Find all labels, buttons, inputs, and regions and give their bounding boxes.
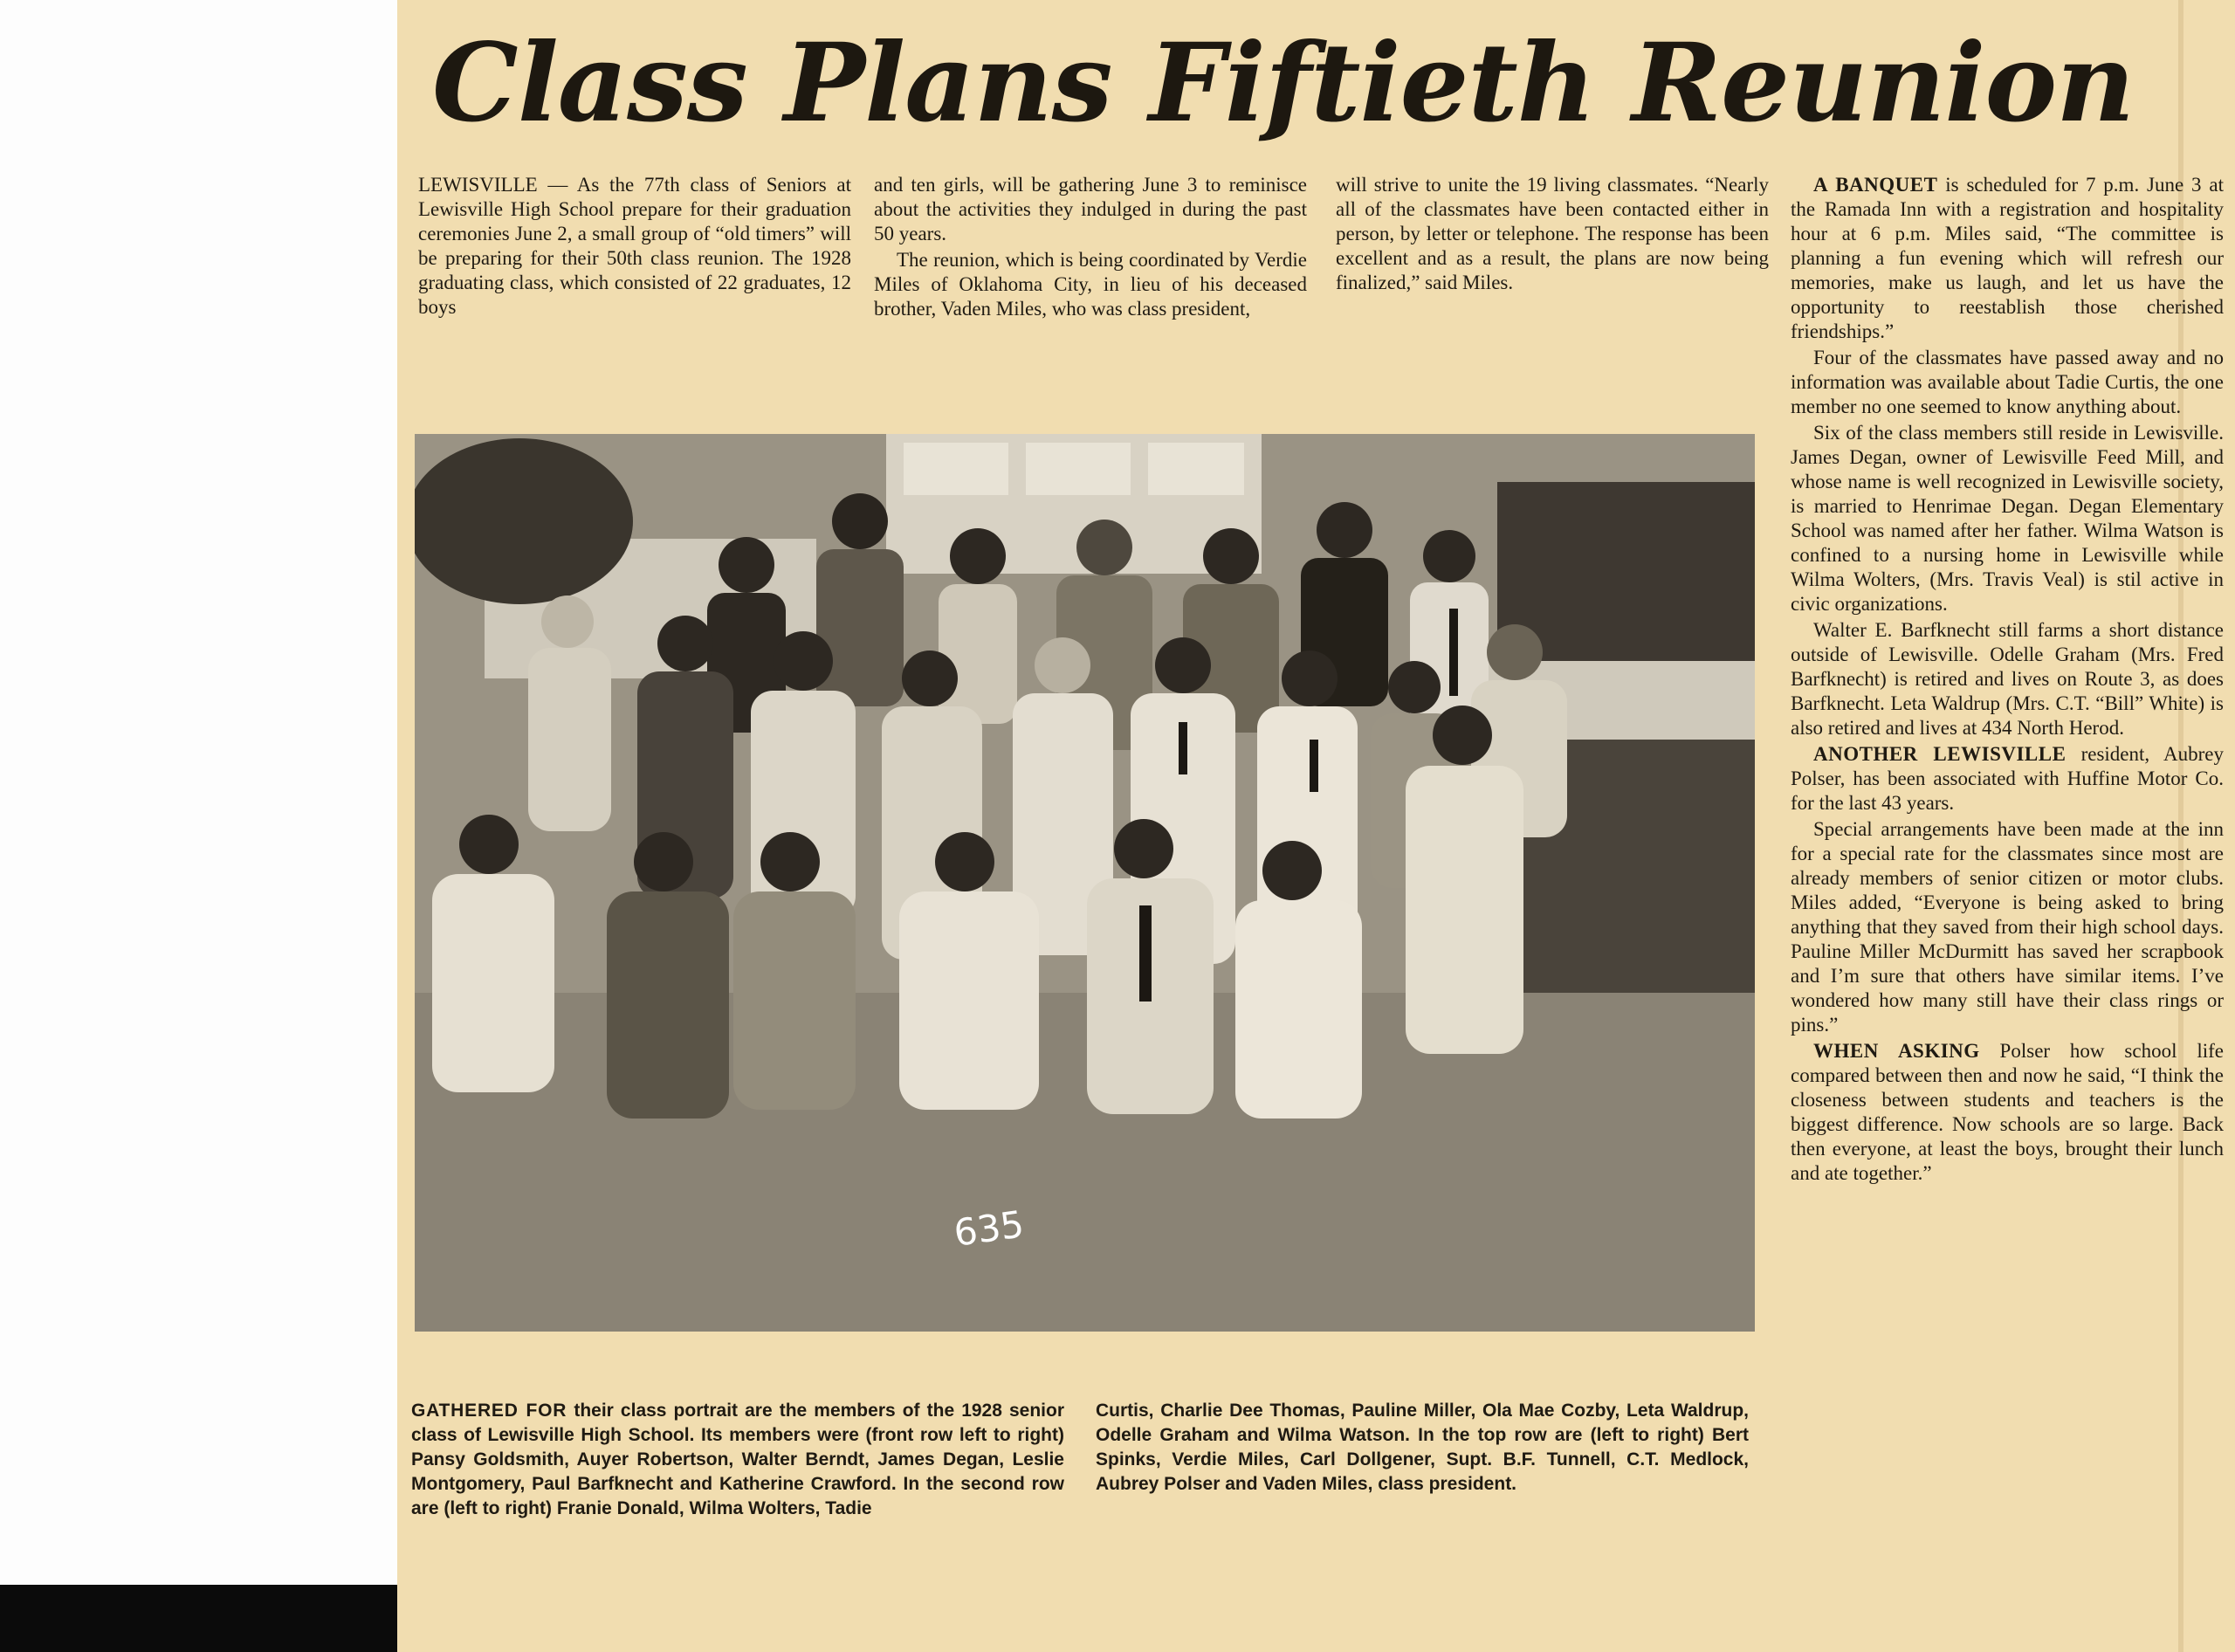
article-column-1: [418, 173, 851, 321]
class-portrait-photo: [415, 434, 1755, 1332]
paragraph: Special arrangements have been made at the inn for a special rate for the classmates since most are already members of senior citizen or motor clubs. Miles added, “Everyone is being asked to bring anything that they saved from their high school days. Pauline Miller McDurmitt has saved her scrapbook and I’m sure that others have similar items. I’ve wondered how many still have their class rings or pins.”: [1791, 818, 2224, 1036]
paragraph: [1791, 1039, 2224, 1186]
scanner-edge-strip: [0, 1585, 397, 1652]
paragraph: Six of the class members still reside in Lewisville. James Degan, owner of Lewisville Feed Mill, and whose name is well recognized in Lewisville society, is married to Henrimae Degan. Degan Elementary School was named after her father. Wilma Watson is confined to a nursing home in Lewisville while Wilma Wolters, (Mrs. Travis Veal) is stil active in civic organizations.: [1791, 422, 2224, 615]
paragraph: [1791, 173, 2224, 344]
caption-body: their class portrait are the members of the 1928 senior class of Lewisville High School. Its members were (front row left to right) Pansy Goldsmith, Auyer Robertson, Walter Berndt, James Degan, Leslie Montgomery, Paul Barfknecht and Katherine Crawford. In the second row are (left to right) Franie Donald, Wilma Wolters, Tadie: [411, 1401, 1064, 1518]
paragraph: will strive to unite the 19 living classmates. “Nearly all of the classmates have been contacted either in person, by letter or telephone. The response has been excellent and as a result, the plans are now being finalized,” said Miles.: [1336, 174, 1769, 293]
photo-caption-part-2: Curtis, Charlie Dee Thomas, Pauline Miller, Ola Mae Cozby, Leta Waldrup, Odelle Graham and Wilma Watson. In the top row are (left to right) Bert Spinks, Verdie Miles, Carl Dollgener, Supt. B.F. Tunnell, C.T. Medlock, Aubrey Polser and Vaden Miles, class president.: [1096, 1401, 1749, 1494]
article-column-3: [1336, 173, 1769, 297]
newspaper-clipping: [397, 0, 2235, 1652]
paragraph: Four of the classmates have passed away and no information was available about Tadie Curtis, the one member no one seemed to know anything about.: [1791, 347, 2224, 417]
article-column-2: [874, 173, 1307, 323]
paragraph: The reunion, which is being coordinated by Verdie Miles of Oklahoma City, in lieu of his deceased brother, Vaden Miles, who was class president,: [874, 249, 1307, 320]
paragraph: LEWISVILLE — As the 77th class of Seniors at Lewisville High School prepare for their graduation ceremonies June 2, a small group of “old timers” will be preparing for their 50th class reunion. The 1928 graduating class, which consisted of 22 graduates, 12 boys: [418, 174, 851, 318]
class-portrait-illustration: [415, 434, 1755, 1332]
headline: Class Plans Fiftieth Reunion: [432, 20, 2135, 147]
paragraph-lead: ANOTHER LEWISVILLE: [1813, 743, 2067, 765]
paragraph-lead: A BANQUET: [1813, 174, 1938, 196]
photo-caption-part-1: [411, 1399, 1064, 1521]
caption-lead: GATHERED FOR: [411, 1401, 567, 1421]
article-column-4: [1791, 173, 2224, 1187]
scanner-background: [0, 0, 397, 1652]
paragraph-body: Polser how school life compared between then and now he said, “I think the closeness between students and teachers is the biggest difference. Now schools are so large. Back then everyone, at least the boys, brought their lunch and ate together.”: [1791, 1040, 2224, 1184]
photo-handwritten-number: 635: [951, 1202, 1027, 1255]
paragraph: Walter E. Barfknecht still farms a short distance outside of Lewisville. Odelle Graham (Mrs. Fred Barfknecht) is retired and lives on Route 3, as does Barfknecht. Leta Waldrup (Mrs. C.T. “Bill” White) is also retired and lives at 434 North Herod.: [1791, 619, 2224, 739]
paragraph-body: is scheduled for 7 p.m. June 3 at the Ramada Inn with a registration and hospitality hour at 6 p.m. Miles said, “The committee is planning a fun evening which will refresh our memories, make us laugh, and let us have the opportunity to reestablish those cherished friendships.”: [1791, 174, 2224, 342]
paragraph: [1791, 742, 2224, 816]
paragraph-body: resident, Aubrey Polser, has been associated with Huffine Motor Co. for the last 43 years.: [1791, 743, 2224, 814]
paragraph-lead: WHEN ASKING: [1813, 1040, 1980, 1062]
paragraph: and ten girls, will be gathering June 3 to reminisce about the activities they indulged in during the past 50 years.: [874, 174, 1307, 244]
